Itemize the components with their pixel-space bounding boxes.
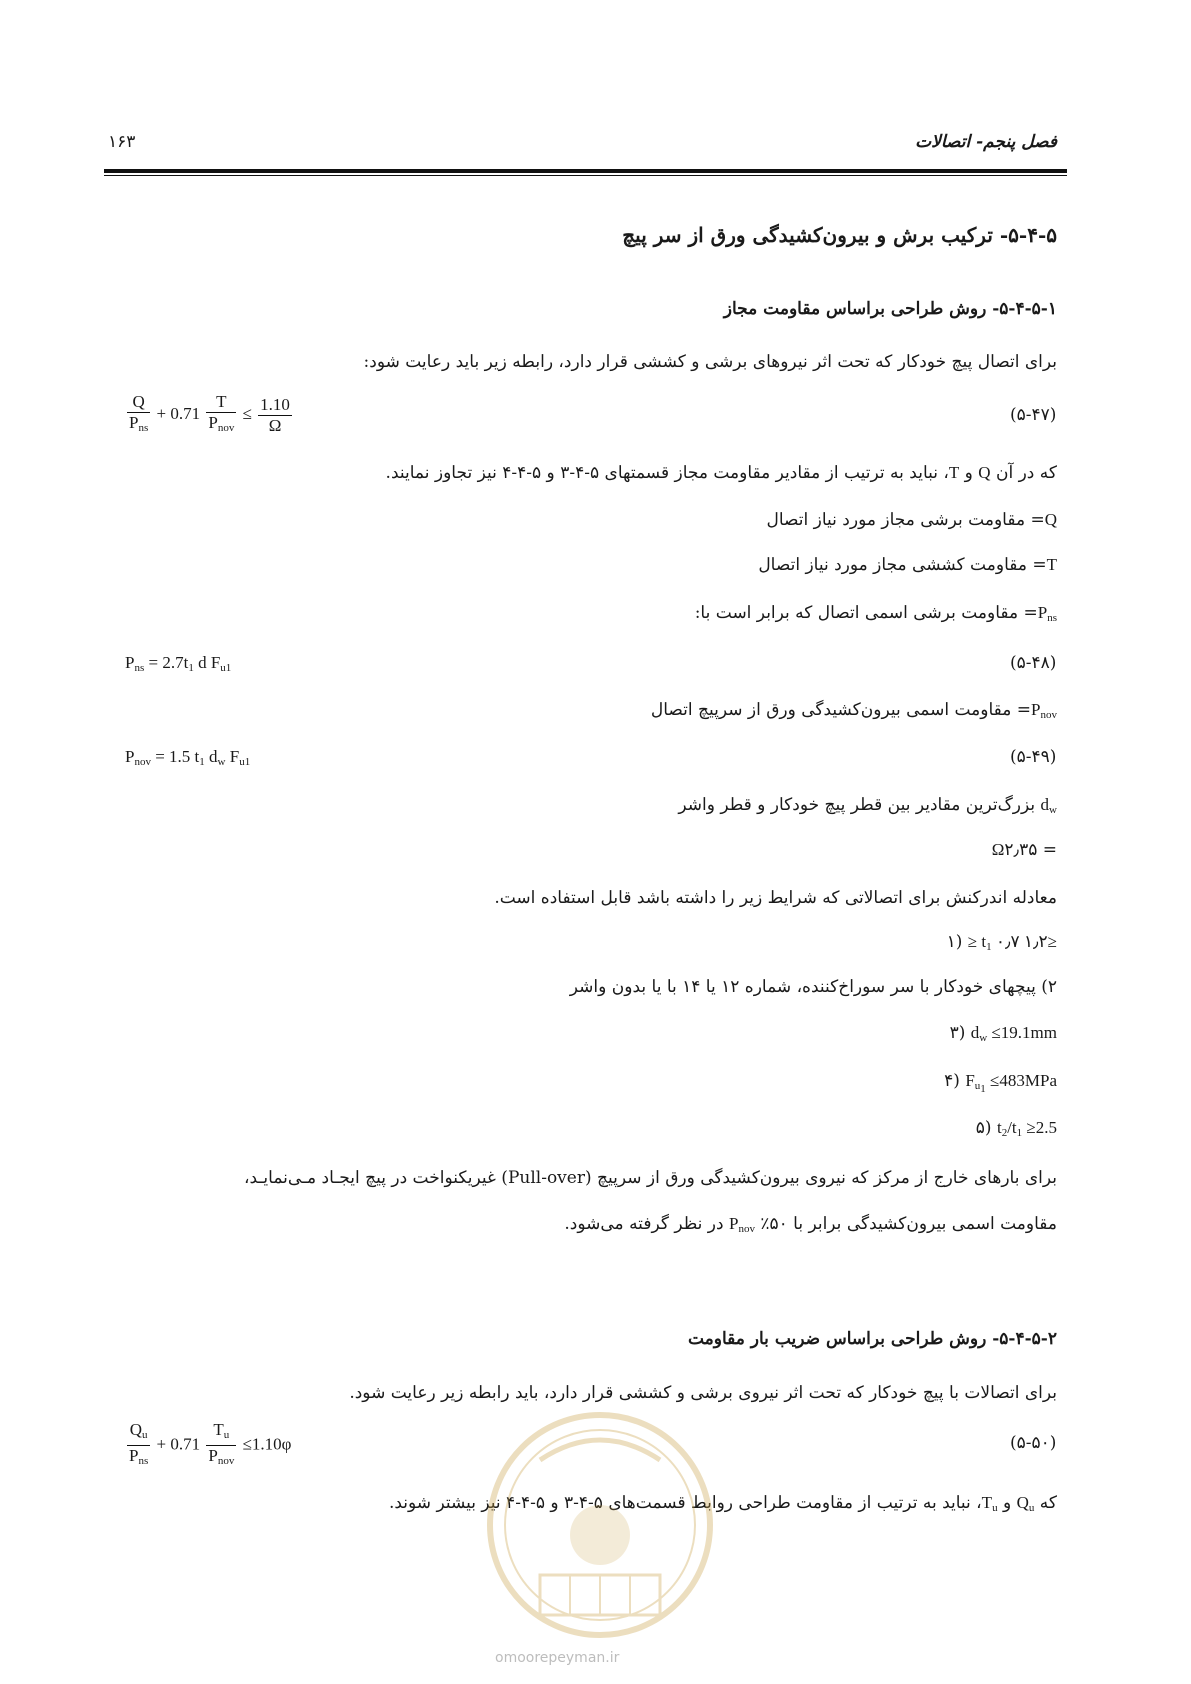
fraction-denominator: Ω (268, 415, 282, 435)
fraction-denominator: $P_{ns}$ (129, 1446, 149, 1467)
watermark-logo-icon (470, 1400, 730, 1650)
fraction-qu-over-pns (127, 1420, 150, 1471)
definition-t: T= مقاومت کششی مجاز مورد نیاز اتصال (758, 555, 1057, 575)
where-qu-tu-sentence: که $Q_u$ و $T_u،$ نباید به ترتیب از مقاومت طراحی روابط قسمت‌های ۵-۴-۳ و ۵-۴-۴ نیز بیشتر شوند. (388, 1493, 1057, 1514)
fraction-denominator: $P_{ns}$ (129, 413, 149, 434)
definition-q: Q= مقاومت برشی مجاز مورد نیاز اتصال (766, 510, 1057, 530)
fraction-tu-over-pnov (206, 1420, 236, 1471)
fraction-numerator: T (206, 392, 236, 413)
equation-48: $P_{ns} = 2.7t_1$ d $F_{u1}$ (125, 653, 232, 674)
fraction-rhs (258, 395, 292, 436)
subsection-1-heading: ۵-۴-۵-۱- روش طراحی براساس مقاومت مجاز (723, 299, 1057, 319)
eccentric-load-line-2: مقاومت اسمی بیرون‌کشیدگی برابر با ۵۰٪ $P_{nov}$ در نظر گرفته می‌شود. (564, 1214, 1057, 1235)
plus-coefficient: + 0.71 (156, 1434, 201, 1454)
header-rule-thick (104, 169, 1067, 173)
section-heading: ۵-۴-۵- ترکیب برش و بیرون‌کشیدگی ورق از سر پیچ (622, 223, 1057, 247)
conditions-intro: معادله اندرکنش برای اتصالاتی که شرایط زیر را داشته باشد قابل استفاده است. (494, 888, 1057, 908)
definition-dw: $d_w$ بزرگ‌ترین مقادیر بین قطر پیچ خودکار و قطر واشر (678, 795, 1057, 816)
page-number: ۱۶۳ (108, 132, 136, 152)
eccentric-load-line-1: برای بارهای خارج از مرکز که نیروی بیرون‌کشیدگی ورق از سرپیچ (Pull-over) غیریکنواخت در پیچ ایجـاد مـی‌نمایـد، (244, 1168, 1057, 1188)
definition-pnov: $P_{nov}=$ مقاومت اسمی بیرون‌کشیدگی ورق از سرپیچ اتصال (650, 700, 1057, 721)
subsection-2-intro: برای اتصالات با پیچ خودکار که تحت اثر نیروی برشی و کششی قرار دارد، باید رابطه زیر رعایت شود. (349, 1383, 1057, 1403)
subsection-2-heading: ۵-۴-۵-۲- روش طراحی براساس ضریب بار مقاومت (687, 1329, 1057, 1349)
equation-number-50: (۵-۵۰) (1010, 1433, 1057, 1453)
fraction-numerator: 1.10 (260, 394, 290, 414)
fraction-q-over-pns (127, 392, 150, 438)
watermark-site-text: omoorepeyman.ir (495, 1650, 620, 1666)
running-header-title: فصل پنجم- اتصالات (915, 132, 1057, 152)
header-rule-thin (104, 175, 1067, 176)
plus-coefficient: + 0.71 (156, 403, 201, 423)
fraction-denominator: $P_{nov}$ (208, 413, 235, 434)
subsection-1-intro: برای اتصال پیچ خودکار که تحت اثر نیروهای برشی و کششی قرار دارد، رابطه زیر باید رعایت شود: (363, 352, 1057, 372)
fraction-denominator: $P_{nov}$ (208, 1446, 235, 1467)
equation-number-49: (۵-۴۹) (1010, 747, 1057, 767)
fraction-numerator: $Q_u$ (127, 1420, 150, 1446)
equation-number-47: (۵-۴۷) (1010, 405, 1057, 425)
leq-sign: ≤ (242, 403, 252, 423)
equation-number-48: (۵-۴۸) (1010, 653, 1057, 673)
where-q-t-sentence: که در آن Q و T، نباید به ترتیب از مقادیر مقاومت مجاز قسمتهای ۵-۴-۳ و ۵-۴-۴ نیز تجاوز نمایند. (385, 463, 1057, 483)
definition-pns: $P_{ns}=$ مقاومت برشی اسمی اتصال که برابر است با: (694, 603, 1057, 624)
equation-47 (125, 392, 294, 438)
omega-value: Ω۲٫۳۵ = (991, 840, 1057, 860)
condition-1: ۱) ≤۱٫۲ $t_1$ ۰٫۷ ≤ (946, 932, 1057, 953)
condition-5: ۵) $t_2/t_1 \ge 2.5$ (975, 1118, 1057, 1139)
condition-2: ۲) پیچهای خودکار با سر سوراخ‌کننده، شماره ۱۲ یا ۱۴ با یا بدون واشر (569, 977, 1057, 997)
equation-50-rhs: ≤1.10φ (242, 1434, 292, 1454)
fraction-numerator: $T_u$ (206, 1420, 236, 1446)
condition-3: ۳) $d_w \le 19.1mm$ (949, 1023, 1057, 1044)
equation-49: $P_{nov} = 1.5$ $t_1$ $d_w$ $F_{u1}$ (125, 747, 251, 768)
fraction-t-over-pnov (206, 392, 236, 438)
equation-50 (125, 1420, 291, 1471)
condition-4: ۴) $F_{u_1} \le 483MPa$ (944, 1071, 1057, 1095)
fraction-numerator: Q (127, 392, 150, 413)
